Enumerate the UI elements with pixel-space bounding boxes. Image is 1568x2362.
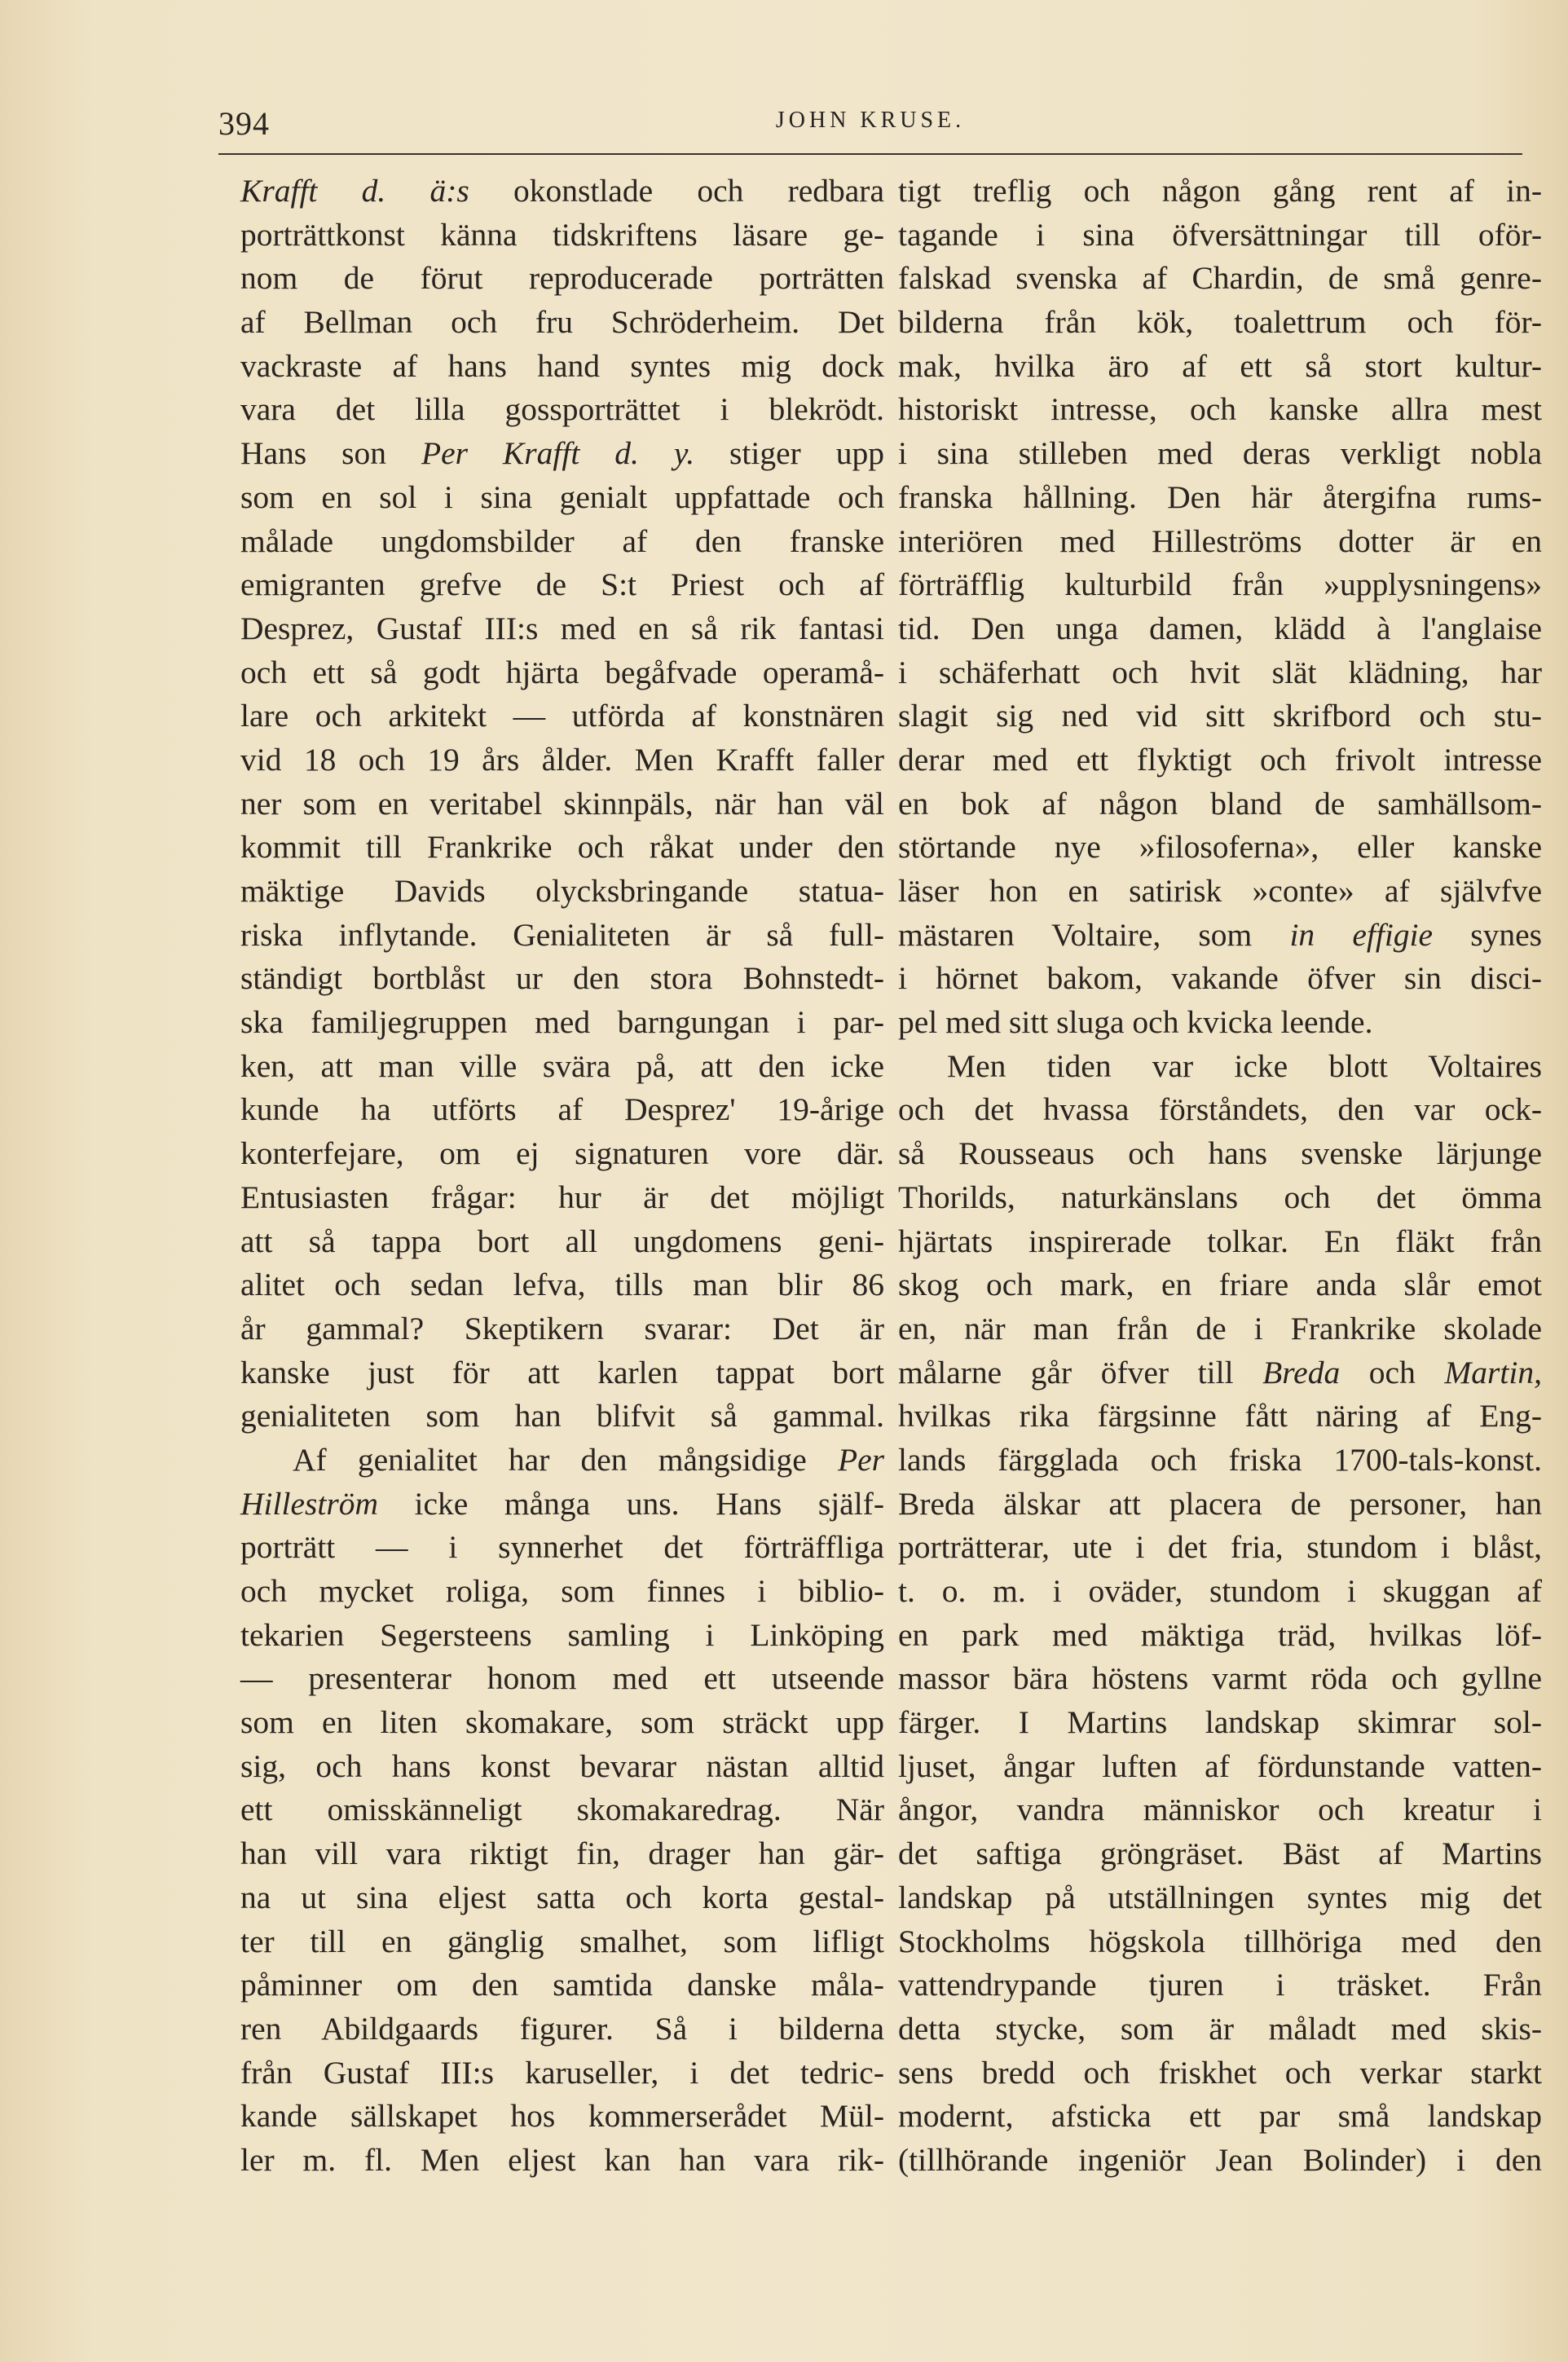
- text-line: [898, 1263, 1542, 1307]
- text-run: Breda älskar att placera de personer, han: [898, 1485, 1542, 1522]
- text-run: emigranten grefve de S:t Priest och af: [240, 566, 884, 603]
- text-run: franska hållning. Den här återgifna rums-: [898, 478, 1542, 515]
- text-run: detta stycke, som är måladt med skis-: [898, 2010, 1542, 2047]
- text-line: [240, 432, 884, 476]
- text-line: [898, 914, 1542, 958]
- text-line: [240, 388, 884, 432]
- text-line: [240, 214, 884, 258]
- text-line: [898, 301, 1542, 345]
- text-line: [240, 782, 884, 826]
- text-run: porträtt — i synnerhet det förträffliga: [240, 1529, 884, 1566]
- text-run: ljuset, ångar luften af fördunstande vatten-: [898, 1747, 1542, 1784]
- text-line: [898, 476, 1542, 520]
- text-line: [240, 1307, 884, 1351]
- text-line: [240, 1701, 884, 1745]
- text-line: [898, 1088, 1542, 1132]
- text-line: [898, 782, 1542, 826]
- text-run: vackraste af hans hand syntes mig dock: [240, 347, 884, 384]
- text-run: landskap på utställningen syntes mig det: [898, 1879, 1542, 1915]
- text-line: [898, 1351, 1542, 1395]
- text-run: tekarien Segersteens samling i Linköping: [240, 1616, 884, 1653]
- text-run: mak, hvilka äro af ett så stort kultur-: [898, 347, 1542, 384]
- text-run: bilderna från kök, toalettrum och för-: [898, 304, 1542, 341]
- text-line: [898, 1570, 1542, 1614]
- text-line: [898, 1876, 1542, 1920]
- text-line: [898, 826, 1542, 870]
- text-line: [898, 1395, 1542, 1439]
- text-line: [240, 345, 884, 389]
- text-line: [898, 388, 1542, 432]
- text-run: kande sällskapet hos kommerserådet Mül-: [240, 2098, 884, 2135]
- text-line: [240, 1483, 884, 1527]
- text-run: vara det lilla gossporträttet i blekrödt.: [240, 391, 884, 428]
- text-line: [240, 2095, 884, 2139]
- text-run: sig, och hans konst bevarar nästan alltid: [240, 1747, 884, 1784]
- text-line: [898, 651, 1542, 695]
- right-text-column: [898, 170, 1542, 2183]
- italic-text: in effigie: [1289, 916, 1434, 953]
- page-number: 394: [218, 105, 270, 142]
- text-run: porträttkonst känna tidskriftens läsare ge-: [240, 216, 884, 253]
- text-line: [240, 170, 884, 214]
- text-line: [240, 870, 884, 914]
- text-line: [898, 520, 1542, 564]
- text-line: [240, 476, 884, 520]
- text-run: t. o. m. i oväder, stundom i skuggan af: [898, 1573, 1542, 1609]
- text-line: [240, 1176, 884, 1220]
- text-run: af Bellman och fru Schröderheim. Det: [240, 304, 884, 341]
- italic-text: Martin,: [1444, 1354, 1542, 1390]
- text-run: ler m. fl. Men eljest kan han vara rik-: [240, 2141, 884, 2178]
- text-line: [898, 607, 1542, 651]
- text-line: [898, 1307, 1542, 1351]
- text-run: nom de förut reproducerade porträtten: [240, 260, 884, 297]
- text-run: en, när man från de i Frankrike skolade: [898, 1310, 1542, 1346]
- italic-text: Per: [837, 1441, 884, 1478]
- text-run: målade ungdomsbilder af den franske: [240, 522, 884, 559]
- text-run: tigt treflig och någon gång rent af in-: [898, 173, 1542, 209]
- text-run: det saftiga gröngräset. Bäst af Martins: [898, 1835, 1542, 1872]
- text-line: [240, 1570, 884, 1614]
- text-run: och ett så godt hjärta begåfvade operamå-: [240, 654, 884, 690]
- text-line: [240, 2051, 884, 2095]
- text-line: [898, 1526, 1542, 1570]
- text-line: [898, 1920, 1542, 1964]
- text-run: ständigt bortblåst ur den stora Bohnstedt-: [240, 960, 884, 997]
- text-run: sens bredd och friskhet och verkar starkt: [898, 2054, 1542, 2091]
- text-run: han vill vara riktigt fin, drager han gär-: [240, 1835, 884, 1872]
- text-run: porträtterar, ute i det fria, stundom i blåst,: [898, 1529, 1542, 1566]
- text-line: [898, 257, 1542, 301]
- text-run: Thorilds, naturkänslans och det ömma: [898, 1179, 1542, 1215]
- text-run: ken, att man ville svära på, att den icke: [240, 1047, 884, 1084]
- text-line: [240, 607, 884, 651]
- text-run: ter till en gänglig smalhet, som lifligt: [240, 1923, 884, 1959]
- text-line: [898, 1001, 1542, 1045]
- text-run: störtande nye »filosoferna», eller kanske: [898, 829, 1542, 866]
- text-run: som en sol i sina genialt uppfattade och: [240, 478, 884, 515]
- text-run: Men tiden var icke blott Voltaires: [947, 1047, 1542, 1084]
- text-line: [240, 1395, 884, 1439]
- text-line: [240, 257, 884, 301]
- text-line: [898, 1483, 1542, 1527]
- text-run: läser hon en satirisk »conte» af självfve: [898, 873, 1542, 909]
- text-line: [240, 1351, 884, 1395]
- text-line: [240, 1526, 884, 1570]
- text-line: [240, 2139, 884, 2183]
- text-line: [898, 1220, 1542, 1264]
- text-line: [898, 957, 1542, 1001]
- text-run: (tillhörande ingeniör Jean Bolinder) i den: [898, 2141, 1542, 2178]
- text-line: [240, 1220, 884, 1264]
- text-line: [240, 301, 884, 345]
- text-run: så Rousseaus och hans svenske lärjunge: [898, 1135, 1542, 1172]
- text-run: pel med sitt sluga och kvicka leende.: [898, 1004, 1373, 1041]
- text-line: [240, 957, 884, 1001]
- text-line: [898, 694, 1542, 738]
- text-run: mästaren Voltaire, som: [898, 916, 1290, 953]
- text-line: [240, 1963, 884, 2007]
- text-run: ångor, vandra människor och kreatur i: [898, 1791, 1542, 1828]
- text-run: färger. I Martins landskap skimrar sol-: [898, 1704, 1542, 1741]
- text-run: skog och mark, en friare anda slår emot: [898, 1267, 1542, 1303]
- text-run: ska familjegruppen med barngungan i par-: [240, 1004, 884, 1041]
- text-run: Entusiasten frågar: hur är det möjligt: [240, 1179, 884, 1215]
- text-line: [898, 1745, 1542, 1789]
- text-line: [240, 1001, 884, 1045]
- text-run: Stockholms högskola tillhöriga med den: [898, 1923, 1542, 1959]
- text-line: [898, 1132, 1542, 1176]
- text-line: [240, 1788, 884, 1832]
- text-line: [240, 1132, 884, 1176]
- text-run: tagande i sina öfversättningar till oför-: [898, 216, 1542, 253]
- text-run: historiskt intresse, och kanske allra mest: [898, 391, 1542, 428]
- text-run: kanske just för att karlen tappat bort: [240, 1354, 884, 1390]
- text-run: massor bära höstens varmt röda och gyllne: [898, 1660, 1542, 1697]
- italic-text: Per Krafft d. y.: [421, 435, 695, 472]
- text-line: [898, 2007, 1542, 2051]
- text-line: [898, 214, 1542, 258]
- text-run: okonstlade och redbara: [469, 173, 884, 209]
- text-line: [898, 1701, 1542, 1745]
- text-run: i hörnet bakom, vakande öfver sin disci-: [898, 960, 1542, 997]
- text-run: kunde ha utförts af Desprez' 19-årige: [240, 1091, 884, 1128]
- text-line: [898, 1963, 1542, 2007]
- text-run: lands färgglada och friska 1700-tals-konst.: [898, 1441, 1542, 1478]
- page-header: [218, 96, 1522, 155]
- text-run: kommit till Frankrike och råkat under den: [240, 829, 884, 866]
- text-run: alitet och sedan lefva, tills man blir 86: [240, 1267, 884, 1303]
- text-line: [898, 1439, 1542, 1483]
- text-run: mäktige Davids olycksbringande statua-: [240, 873, 884, 909]
- text-run: konterfejare, om ej signaturen vore där.: [240, 1135, 884, 1172]
- text-line: [898, 1176, 1542, 1220]
- text-line: [240, 520, 884, 564]
- text-run: falskad svenska af Chardin, de små genre-: [898, 260, 1542, 297]
- text-run: derar med ett flyktigt och frivolt intresse: [898, 741, 1542, 778]
- text-run: en park med mäktiga träd, hvilkas löf-: [898, 1616, 1542, 1653]
- text-line: [898, 2139, 1542, 2183]
- text-line: [240, 1745, 884, 1789]
- text-run: Af genialitet har den mångsidige: [293, 1441, 838, 1478]
- text-run: hjärtats inspirerade tolkar. En fläkt från: [898, 1223, 1542, 1259]
- italic-text: Breda: [1262, 1354, 1341, 1390]
- text-run: stiger upp: [694, 435, 884, 472]
- text-run: ren Abildgaards figurer. Så i bilderna: [240, 2010, 884, 2047]
- text-run: ett omisskänneligt skomakaredrag. När: [240, 1791, 884, 1828]
- text-run: och: [1340, 1354, 1445, 1390]
- text-line: [898, 2095, 1542, 2139]
- text-run: ner som en veritabel skinnpäls, när han väl: [240, 785, 884, 822]
- text-line: [898, 1614, 1542, 1658]
- text-run: tid. Den unga damen, klädd à l'anglaise: [898, 610, 1542, 646]
- text-run: i sina stilleben med deras verkligt nobla: [898, 435, 1542, 472]
- text-run: från Gustaf III:s karuseller, i det tedric-: [240, 2054, 884, 2091]
- text-line: [240, 1876, 884, 1920]
- text-line: [898, 170, 1542, 214]
- text-line: [898, 432, 1542, 476]
- text-line: [898, 1832, 1542, 1876]
- text-line: [898, 2051, 1542, 2095]
- text-run: Desprez, Gustaf III:s med en så rik fantasi: [240, 610, 884, 646]
- text-line: [240, 1657, 884, 1701]
- text-line: [240, 1920, 884, 1964]
- text-run: vattendrypande tjuren i träsket. Från: [898, 1967, 1542, 2003]
- text-run: förträfflig kulturbild från »upplysningens»: [898, 566, 1542, 603]
- text-run: modernt, afsticka ett par små landskap: [898, 2098, 1542, 2135]
- text-line: [240, 1832, 884, 1876]
- text-run: synes: [1433, 916, 1543, 953]
- text-line: [240, 694, 884, 738]
- text-line: [898, 870, 1542, 914]
- text-line: [240, 914, 884, 958]
- text-line: [240, 1088, 884, 1132]
- text-line: [240, 563, 884, 607]
- text-run: att så tappa bort all ungdomens geni-: [240, 1223, 884, 1259]
- text-run: vid 18 och 19 års ålder. Men Krafft faller: [240, 741, 884, 778]
- italic-text: Krafft d. ä:s: [240, 173, 469, 209]
- text-run: i schäferhatt och hvit slät klädning, har: [898, 654, 1542, 690]
- left-text-column: [240, 170, 884, 2183]
- text-line: [898, 1657, 1542, 1701]
- text-run: och mycket roliga, som finnes i biblio-: [240, 1573, 884, 1609]
- text-line: [898, 563, 1542, 607]
- text-line: [240, 826, 884, 870]
- text-line: [898, 1045, 1542, 1089]
- running-head: JOHN KRUSE.: [775, 108, 966, 133]
- text-run: genialiteten som han blifvit så gammal.: [240, 1398, 884, 1434]
- text-run: riska inflytande. Genialiteten är så full-: [240, 916, 884, 953]
- text-run: och det hvassa förståndets, den var ock-: [898, 1091, 1542, 1128]
- text-line: [240, 1614, 884, 1658]
- text-line: [898, 1788, 1542, 1832]
- text-line: [240, 2007, 884, 2051]
- text-run: en bok af någon bland de samhällsom-: [898, 785, 1542, 822]
- text-line: [240, 651, 884, 695]
- text-run: slagit sig ned vid sitt skrifbord och stu-: [898, 698, 1542, 734]
- text-run: år gammal? Skeptikern svarar: Det är: [240, 1310, 884, 1346]
- text-line: [240, 1263, 884, 1307]
- text-run: lare och arkitekt — utförda af konstnären: [240, 698, 884, 734]
- text-line: [898, 345, 1542, 389]
- text-run: — presenterar honom med ett utseende: [240, 1660, 884, 1697]
- text-run: som en liten skomakare, som sträckt upp: [240, 1704, 884, 1741]
- text-line: [240, 1045, 884, 1089]
- text-run: påminner om den samtida danske måla-: [240, 1967, 884, 2003]
- text-run: målarne går öfver till: [898, 1354, 1263, 1390]
- text-run: interiören med Hilleströms dotter är en: [898, 522, 1542, 559]
- text-run: Hans son: [240, 435, 421, 472]
- italic-text: Hilleström: [240, 1485, 378, 1522]
- text-line: [898, 738, 1542, 782]
- text-run: na ut sina eljest satta och korta gestal-: [240, 1879, 884, 1915]
- text-run: icke många uns. Hans själf-: [377, 1485, 884, 1522]
- text-run: hvilkas rika färgsinne fått näring af Eng-: [898, 1398, 1542, 1434]
- text-line: [240, 738, 884, 782]
- text-line: [240, 1439, 884, 1483]
